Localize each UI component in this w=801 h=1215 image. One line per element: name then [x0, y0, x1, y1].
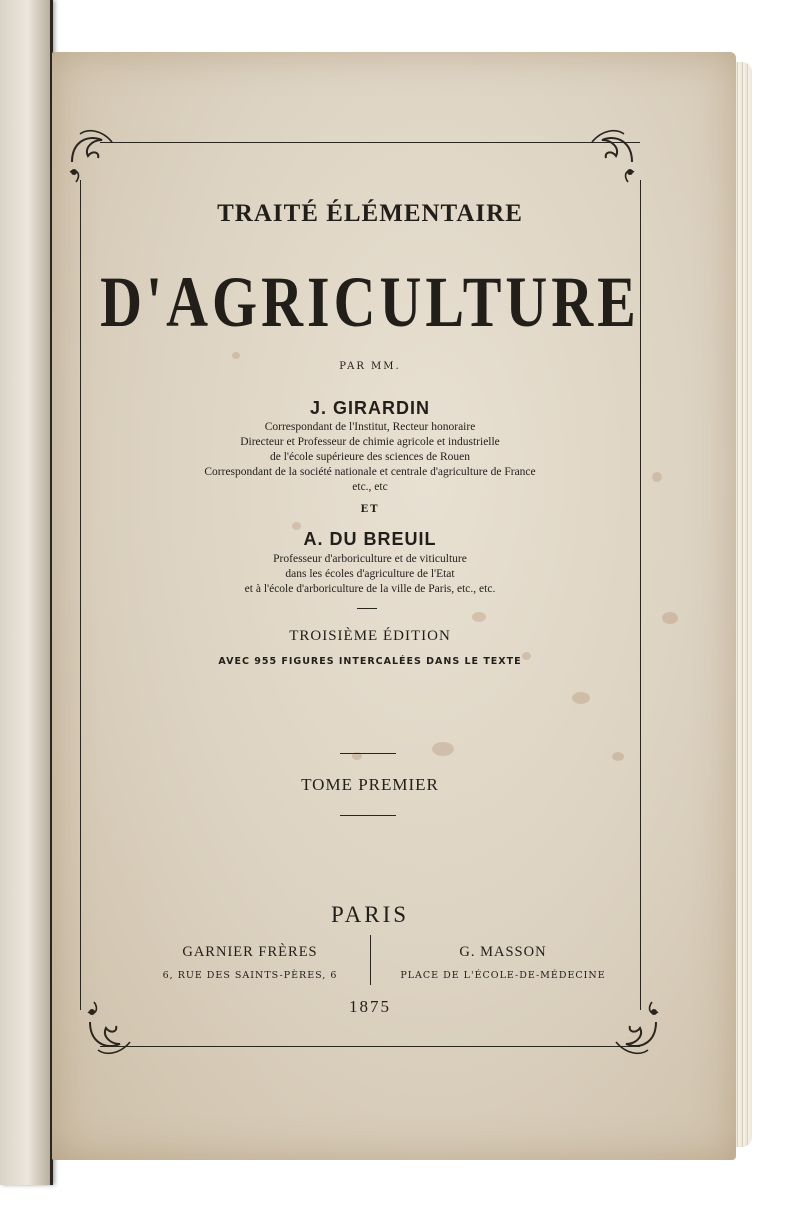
publication-year: 1875 — [349, 997, 391, 1016]
title-line-2: D'AGRICULTURE — [100, 260, 640, 343]
author-1-credential: de l'école supérieure des sciences de Rouen — [269, 451, 471, 463]
publisher-2-address: PLACE DE L'ÉCOLE-DE-MÉDECINE — [400, 970, 606, 981]
publication-city: PARIS — [330, 902, 410, 927]
foxing-spot — [612, 752, 624, 761]
frame-left-rule — [80, 180, 81, 1010]
separator-rule — [357, 608, 377, 609]
title-line-1: TRAITÉ ÉLÉMENTAIRE — [217, 200, 523, 227]
corner-flourish-icon — [62, 122, 132, 192]
separator-rule — [340, 753, 396, 754]
publisher-1-name: GARNIER FRÈRES — [182, 944, 318, 960]
author-1-name: J. GIRARDIN — [309, 398, 430, 418]
frame-bottom-rule — [100, 1046, 640, 1047]
author-2-credential: dans les écoles d'agriculture de l'Etat — [285, 568, 455, 580]
foxing-spot — [472, 612, 486, 622]
foxing-spot — [572, 692, 590, 704]
foxing-spot — [662, 612, 678, 624]
author-1-credential: Correspondant de la société nationale et centrale d'agriculture de France — [204, 466, 536, 478]
separator-rule — [340, 815, 396, 816]
corner-flourish-icon — [572, 122, 642, 192]
publisher-1-address: 6, RUE DES SAINTS-PÈRES, 6 — [162, 970, 338, 981]
author-2-name: A. DU BREUIL — [303, 529, 437, 549]
foxing-spot — [232, 352, 240, 359]
author-1-credential: etc., etc — [352, 481, 388, 493]
author-1-credential: Directeur et Professeur de chimie agricole et industrielle — [240, 436, 500, 448]
book-cover-edge — [0, 0, 53, 1185]
by-label: PAR MM. — [339, 361, 401, 372]
foxing-spot — [652, 472, 662, 482]
edition-label: TROISIÈME ÉDITION — [289, 628, 451, 644]
author-2-credential: et à l'école d'arboriculture de la ville de Paris, etc., etc. — [244, 583, 496, 595]
author-2-credential: Professeur d'arboriculture et de viticulture — [273, 553, 467, 565]
figures-note: AVEC 955 FIGURES INTERCALÉES DANS LE TEXTE — [218, 656, 522, 667]
author-1-credential: Correspondant de l'Institut, Recteur honoraire — [264, 421, 476, 433]
volume-label: TOME PREMIER — [301, 775, 439, 794]
frame-top-rule — [100, 142, 640, 143]
and-label: ET — [360, 504, 380, 515]
publisher-divider — [370, 935, 371, 985]
publisher-2-name: G. MASSON — [459, 944, 547, 960]
foxing-spot — [432, 742, 454, 756]
frame-right-rule — [640, 180, 641, 1010]
